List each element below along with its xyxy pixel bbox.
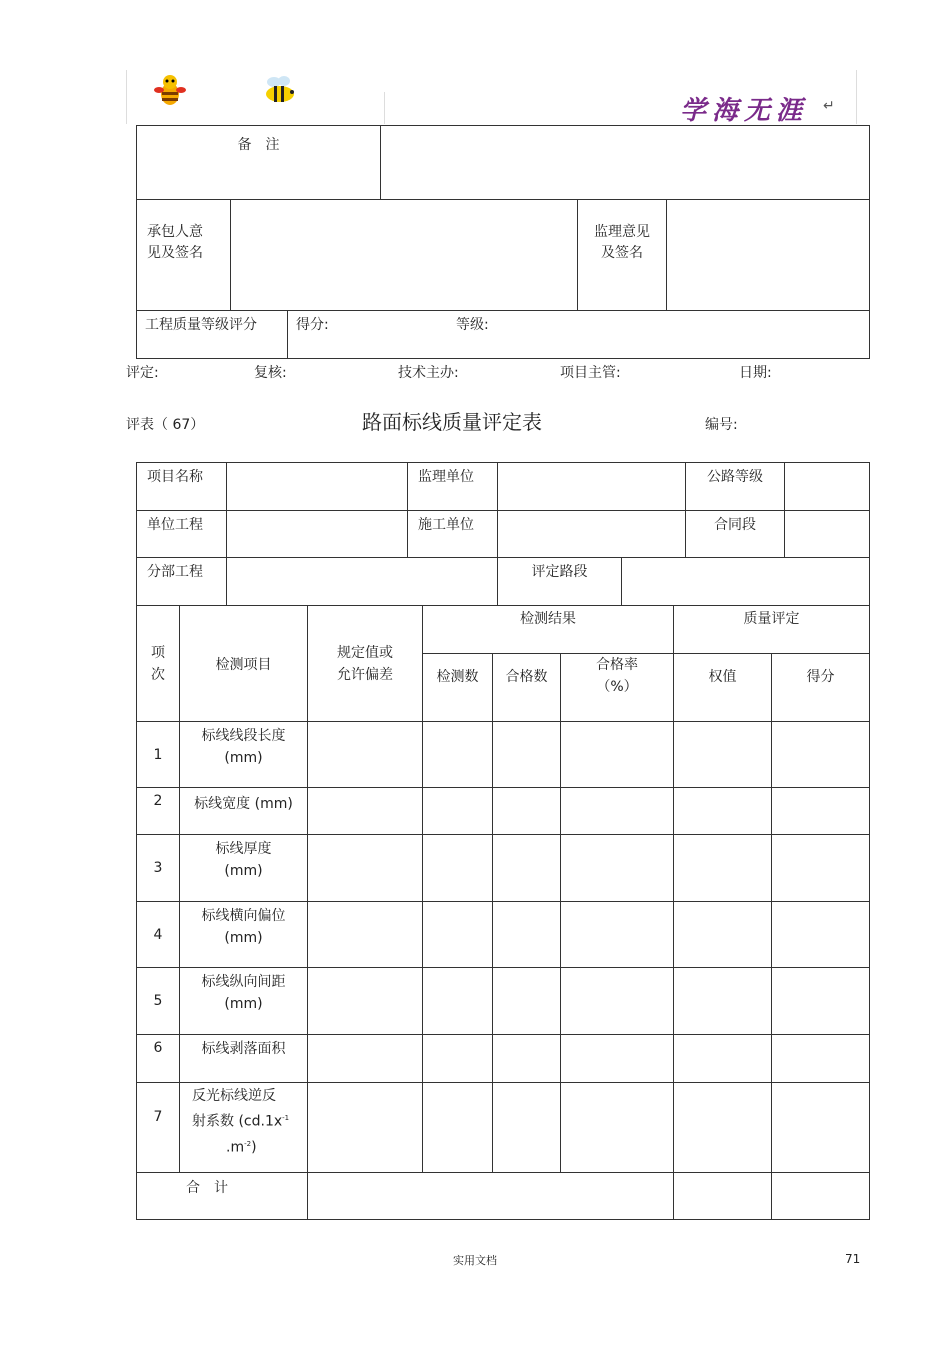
qualified-header: 合格数 xyxy=(493,654,561,722)
row-count-cell[interactable] xyxy=(423,902,493,968)
row-item: 标线纵向间距 (mm) xyxy=(180,968,308,1035)
row-rate-cell[interactable] xyxy=(561,1083,674,1173)
row-score-cell[interactable] xyxy=(772,1035,870,1083)
rate-unit: （%） xyxy=(596,679,638,695)
row-number: 4 xyxy=(137,902,180,968)
table-row xyxy=(137,722,870,788)
row-spec-cell[interactable] xyxy=(308,1083,423,1173)
row-item: 标线剥落面积 xyxy=(180,1035,308,1083)
header-border-left xyxy=(126,70,127,124)
contractor-field[interactable] xyxy=(231,200,578,311)
logo-text: 学海无涯 xyxy=(680,96,809,126)
row-item: 反光标线逆反 射系数 ($cd.1x^{-1}$ $.m^{-2}$) xyxy=(180,1083,308,1173)
construction-unit-field[interactable] xyxy=(498,511,686,558)
row-weight-cell[interactable] xyxy=(674,902,772,968)
road-grade-label: 公路等级 xyxy=(686,463,785,511)
row-rate-cell[interactable] xyxy=(561,722,674,788)
row-score-cell[interactable] xyxy=(772,902,870,968)
row-qualified-cell[interactable] xyxy=(493,968,561,1035)
unit-project-field[interactable] xyxy=(227,511,408,558)
quality-grade-label: 工程质量等级评分 xyxy=(137,311,288,359)
table-row xyxy=(137,1083,870,1173)
grade-label: 等级: xyxy=(456,317,489,333)
row-count-cell[interactable] xyxy=(423,1035,493,1083)
results-header: 检测结果 xyxy=(423,606,674,654)
row-number: 6 xyxy=(137,1035,180,1083)
row-spec-cell[interactable] xyxy=(308,835,423,902)
assess-label: 评定: xyxy=(126,365,159,381)
row-score-cell[interactable] xyxy=(772,788,870,835)
assessed-section-field[interactable] xyxy=(622,558,870,606)
row-qualified-cell[interactable] xyxy=(493,722,561,788)
row-rate-cell[interactable] xyxy=(561,1035,674,1083)
row-count-cell[interactable] xyxy=(423,1083,493,1173)
total-row xyxy=(137,1173,870,1220)
row-weight-cell[interactable] xyxy=(674,722,772,788)
supervision-unit-label: 监理单位 xyxy=(408,463,498,511)
row-score-cell[interactable] xyxy=(772,1083,870,1173)
row-rate-cell[interactable] xyxy=(561,968,674,1035)
row-qualified-cell[interactable] xyxy=(493,1035,561,1083)
total-score-field[interactable] xyxy=(772,1173,870,1220)
row-spec-cell[interactable] xyxy=(308,968,423,1035)
row-number: 2 xyxy=(137,788,180,835)
row-score-cell[interactable] xyxy=(772,835,870,902)
row-number: 3 xyxy=(137,835,180,902)
header-border-right xyxy=(856,70,857,124)
page-number: 71 xyxy=(845,1252,861,1266)
row-spec-cell[interactable] xyxy=(308,1035,423,1083)
supervisor-field[interactable] xyxy=(667,200,870,311)
row-item: 标线横向偏位 (mm) xyxy=(180,902,308,968)
table-row xyxy=(137,968,870,1035)
row-item: 标线宽度 (mm) xyxy=(180,788,308,835)
table-row xyxy=(137,902,870,968)
project-lead-label: 项目主管: xyxy=(560,365,621,381)
assessed-section-label: 评定路段 xyxy=(498,558,622,606)
row-weight-cell[interactable] xyxy=(674,1083,772,1173)
project-name-label: 项目名称 xyxy=(137,463,227,511)
total-label: 合 计 xyxy=(137,1173,308,1220)
row-qualified-cell[interactable] xyxy=(493,1083,561,1173)
road-grade-field[interactable] xyxy=(785,463,870,511)
row-item: 标线线段长度 (mm) xyxy=(180,722,308,788)
construction-unit-label: 施工单位 xyxy=(408,511,498,558)
row-score-cell[interactable] xyxy=(772,722,870,788)
table-row xyxy=(137,835,870,902)
rate-header: 合格率 （%） xyxy=(561,654,674,722)
row-count-cell[interactable] xyxy=(423,968,493,1035)
row-count-cell[interactable] xyxy=(423,835,493,902)
return-mark: ↵ xyxy=(823,98,835,114)
total-weight-field[interactable] xyxy=(674,1173,772,1220)
date-label: 日期: xyxy=(739,365,772,381)
remarks-field[interactable] xyxy=(381,126,870,200)
table-row xyxy=(137,1035,870,1083)
row-qualified-cell[interactable] xyxy=(493,902,561,968)
info-table xyxy=(136,462,870,606)
table-row xyxy=(137,788,870,835)
row-count-cell[interactable] xyxy=(423,722,493,788)
row-weight-cell[interactable] xyxy=(674,788,772,835)
sub-project-field[interactable] xyxy=(227,558,498,606)
supervision-unit-field[interactable] xyxy=(498,463,686,511)
review-label: 复核: xyxy=(254,365,287,381)
weight-header: 权值 xyxy=(674,654,772,722)
remarks-label: 备 注 xyxy=(137,126,381,200)
contractor-label: 承包人意见及签名 xyxy=(137,200,231,311)
sub-project-label: 分部工程 xyxy=(137,558,227,606)
row-rate-cell[interactable] xyxy=(561,835,674,902)
row-weight-cell[interactable] xyxy=(674,1035,772,1083)
row-qualified-cell[interactable] xyxy=(493,788,561,835)
unit-project-label: 单位工程 xyxy=(137,511,227,558)
row-item: 标线厚度 (mm) xyxy=(180,835,308,902)
row-weight-cell[interactable] xyxy=(674,835,772,902)
row-spec-cell[interactable] xyxy=(308,722,423,788)
form-title: 路面标线质量评定表 xyxy=(362,410,542,434)
score-grade-field[interactable] xyxy=(288,311,870,359)
contract-section-label: 合同段 xyxy=(686,511,785,558)
form-code: 评表（ 67） xyxy=(126,417,205,433)
number-label: 编号: xyxy=(705,417,738,433)
project-name-field[interactable] xyxy=(227,463,408,511)
row-number: 7 xyxy=(137,1083,180,1173)
contract-section-field[interactable] xyxy=(785,511,870,558)
score-header: 得分 xyxy=(772,654,870,722)
bee-icon xyxy=(262,72,298,108)
inspection-item-header: 检测项目 xyxy=(180,606,308,722)
row-number: 1 xyxy=(137,722,180,788)
footer-doc-label: 实用文档 xyxy=(453,1254,497,1267)
top-table xyxy=(136,125,870,359)
row-spec-cell[interactable] xyxy=(308,902,423,968)
row-score-cell[interactable] xyxy=(772,968,870,1035)
inspection-table xyxy=(136,605,870,1220)
item-no-header: 项次 xyxy=(137,606,180,722)
row-count-cell[interactable] xyxy=(423,788,493,835)
spec-value-header: 规定值或允许偏差 xyxy=(308,606,423,722)
bee-mascot-icon xyxy=(152,72,188,108)
tech-lead-label: 技术主办: xyxy=(398,365,459,381)
row-weight-cell[interactable] xyxy=(674,968,772,1035)
row-number: 5 xyxy=(137,968,180,1035)
row-rate-cell[interactable] xyxy=(561,788,674,835)
total-results-field[interactable] xyxy=(308,1173,674,1220)
row-rate-cell[interactable] xyxy=(561,902,674,968)
header-border-mid xyxy=(384,92,385,124)
quality-header: 质量评定 xyxy=(674,606,870,654)
supervisor-label: 监理意见及签名 xyxy=(578,200,667,311)
count-header: 检测数 xyxy=(423,654,493,722)
score-label: 得分: xyxy=(296,317,329,333)
row-spec-cell[interactable] xyxy=(308,788,423,835)
row-qualified-cell[interactable] xyxy=(493,835,561,902)
